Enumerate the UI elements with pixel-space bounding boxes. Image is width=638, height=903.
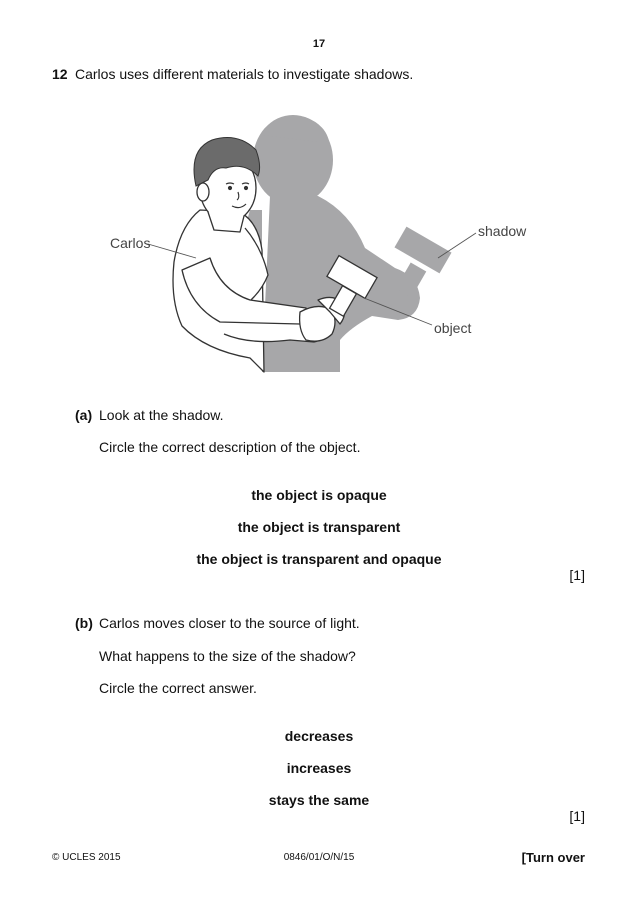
footer-code: 0846/01/O/N/15 — [283, 852, 355, 863]
part-a-task: Circle the correct description of the object. — [99, 439, 361, 455]
part-a-option[interactable]: the object is transparent — [237, 519, 401, 535]
carlos-label: Carlos — [110, 235, 151, 251]
question-number: 12 — [52, 66, 68, 82]
question-stem: Carlos uses different materials to investigate shadows. — [75, 66, 414, 82]
part-b-question: What happens to the size of the shadow? — [99, 648, 356, 664]
part-a-mark: [1] — [569, 567, 585, 583]
footer-turn-over: [Turn over — [521, 850, 585, 865]
part-a-option[interactable]: the object is transparent and opaque — [196, 551, 442, 567]
part-b-option[interactable]: stays the same — [268, 792, 370, 808]
part-b-task: Circle the correct answer. — [99, 680, 257, 696]
shadow-figure — [0, 0, 638, 400]
footer-copyright: © UCLES 2015 — [52, 852, 121, 863]
part-b-label: (b) — [75, 615, 93, 631]
part-b-option[interactable]: increases — [286, 760, 352, 776]
part-a-option[interactable]: the object is opaque — [251, 487, 387, 503]
part-b-instruction: Carlos moves closer to the source of light. — [99, 615, 360, 631]
part-b-option[interactable]: decreases — [284, 728, 354, 744]
object-label: object — [434, 320, 472, 336]
part-a-label: (a) — [75, 407, 93, 423]
shadow-label: shadow — [478, 223, 527, 239]
part-a-instruction: Look at the shadow. — [99, 407, 224, 423]
part-b-mark: [1] — [569, 808, 585, 824]
page-number: 17 — [312, 38, 326, 50]
